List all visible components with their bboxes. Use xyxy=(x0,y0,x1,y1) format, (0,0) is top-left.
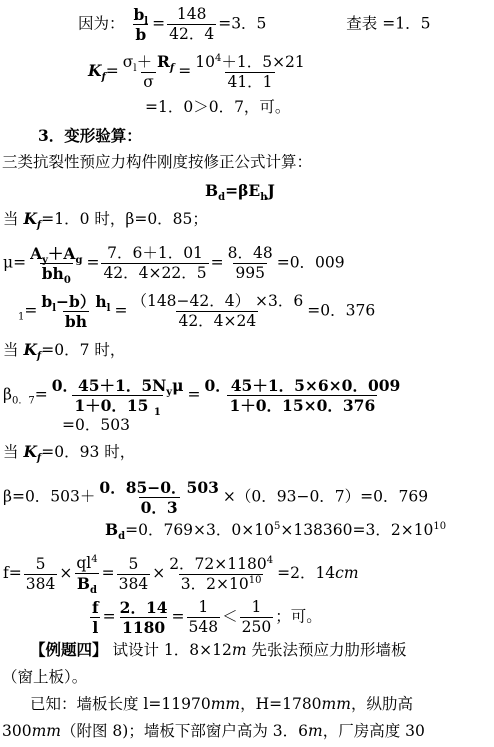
fraction-kf-value: $\frac{10^4+1.5\times 21}{41.1}$ xyxy=(195,52,305,91)
given-line-2: 300mm（附图 8)；墙板下部窗户高为 3．6m，厂房高度 30 xyxy=(2,722,425,740)
fraction-bl-b-hl: $\frac{b_l-b)h_l}{bh}$ xyxy=(41,292,111,331)
line-kf-result: =1．0＞0．7，可。 xyxy=(145,98,291,116)
fraction-sigma: $\frac{\sigma_l+ R_f}{\sigma}$ xyxy=(122,52,175,91)
line-when-kf-1: 当 $K_f=1$．0 时，β=0．85； xyxy=(3,209,208,232)
because-label: 因为： xyxy=(78,14,125,33)
line-beta-result: =0．503 xyxy=(62,416,130,434)
fraction-defl-values: $\frac{2.72\times 1180^4}{3.2\times 10^{10}}$ xyxy=(169,554,274,593)
line-beta-interp: β=0．503＋ $\frac{0.85-0.503}{0.3}$ ×（0．93−0．7）=0．769 xyxy=(3,478,429,517)
fraction-beta-values: $\frac{0.45+1.5\times 6\times 0.009}{1+0.15\times 0.376}$ xyxy=(204,376,401,415)
given-line-1: 已知：墙板长度 l=11970mm，H=1780mm，纵肋高 xyxy=(30,695,413,713)
fraction-214: $\frac{2.14}{1180}$ xyxy=(119,598,168,637)
line-when-kf-093: 当 $K_f=0$．93 时， xyxy=(3,442,136,465)
fraction-interp: $\frac{0.85-0.503}{0.3}$ xyxy=(99,478,219,517)
fraction-ql4-bd: $\frac{ql^4}{B_d}$ xyxy=(76,553,98,597)
fraction-gamma-num: $\frac{(148-42.4) \times 3.6}{42.4\times 24}$ xyxy=(131,292,304,330)
section-heading: 3．变形验算： xyxy=(38,126,142,145)
formula-bd: $B_d=\beta E_hJ$ xyxy=(205,181,275,204)
fraction-5-384: $\frac{5}{384}$ xyxy=(25,554,56,593)
fraction-f-l: $\frac{f}{l}$ xyxy=(92,598,99,637)
table-lookup: 查表 xyxy=(346,14,383,33)
fraction-mu-num: $\frac{7.6+1.01}{42.4\times 22.5}$ xyxy=(103,244,207,282)
fraction-1-548: $\frac{1}{548}$ xyxy=(188,598,219,636)
paragraph-stiffness: 三类抗裂性预应力构件刚度按修正公式计算： xyxy=(2,153,313,171)
example-tag: 【例题四】 xyxy=(30,640,108,659)
line-kf-formula: $K_f=$ $\frac{\sigma_l+ R_f}{\sigma}$ = $\frac{10^4+1.5\times 21}{41.1}$ xyxy=(88,52,305,91)
example-four-cont: （窗上板）。 xyxy=(2,668,88,686)
example-four-heading: 【例题四】 试设计 1．8×12m 先张法预应力肋形墙板 xyxy=(30,640,407,659)
fraction-beta-formula: $\frac{0.45+1.5N_y\mu}{1+0.15 _1}$ xyxy=(51,376,184,419)
line-ratio: 因为： $\frac{b_l}{b}$ = $\frac{148}{42.4}$ =3．5 查表 =1．5 xyxy=(78,5,431,44)
line-deflection: f= $\frac{5}{384}$ × $\frac{ql^4}{B_d}$ = $\frac{5}{384}$ × $\frac{2.72\times 1180^4}{3.2\times 10^{10}}$ =2．14cm xyxy=(3,553,359,597)
line-when-kf-07: 当 $K_f=0$．7 时， xyxy=(3,340,126,363)
fraction-5-384b: $\frac{5}{384}$ xyxy=(118,554,149,593)
line-beta07: $\beta_{0.7}=$ $\frac{0.45+1.5N_y\mu}{1+0.15 _1}$ = $\frac{0.45+1.5\times 6\times 0.009}{1+0.15\times 0.376}$ xyxy=(3,376,401,419)
line-mu: μ= $\frac{A_y+A_g}{bh_0}$ = $\frac{7.6+1.01}{42.4\times 22.5}$ = $\frac{8.48}{995}$ =0．009 xyxy=(3,244,345,287)
line-bd-value: $B_d=0$．769×3．$0\times 10^5\times 138360=3$．$2\times 10^{10}$ xyxy=(105,520,447,543)
fraction-ay-ag: $\frac{A_y+A_g}{bh_0}$ xyxy=(30,244,83,287)
line-gamma1: $_1$= $\frac{b_l-b)h_l}{bh}$ = $\frac{(148-42.4) \times 3.6}{42.4\times 24}$ =0．376 xyxy=(18,292,376,331)
fraction-848: $\frac{8.48}{995}$ xyxy=(227,244,273,282)
fraction-148: $\frac{148}{42.4}$ xyxy=(169,5,215,43)
fraction-1-250: $\frac{1}{250}$ xyxy=(241,598,272,636)
fraction-bl-b: $\frac{b_l}{b}$ xyxy=(133,5,149,44)
line-ratio-check: $\frac{f}{l}$ = $\frac{2.14}{1180}$ = $\frac{1}{548}$ ＜ $\frac{1}{250}$ ；可。 xyxy=(92,598,322,637)
